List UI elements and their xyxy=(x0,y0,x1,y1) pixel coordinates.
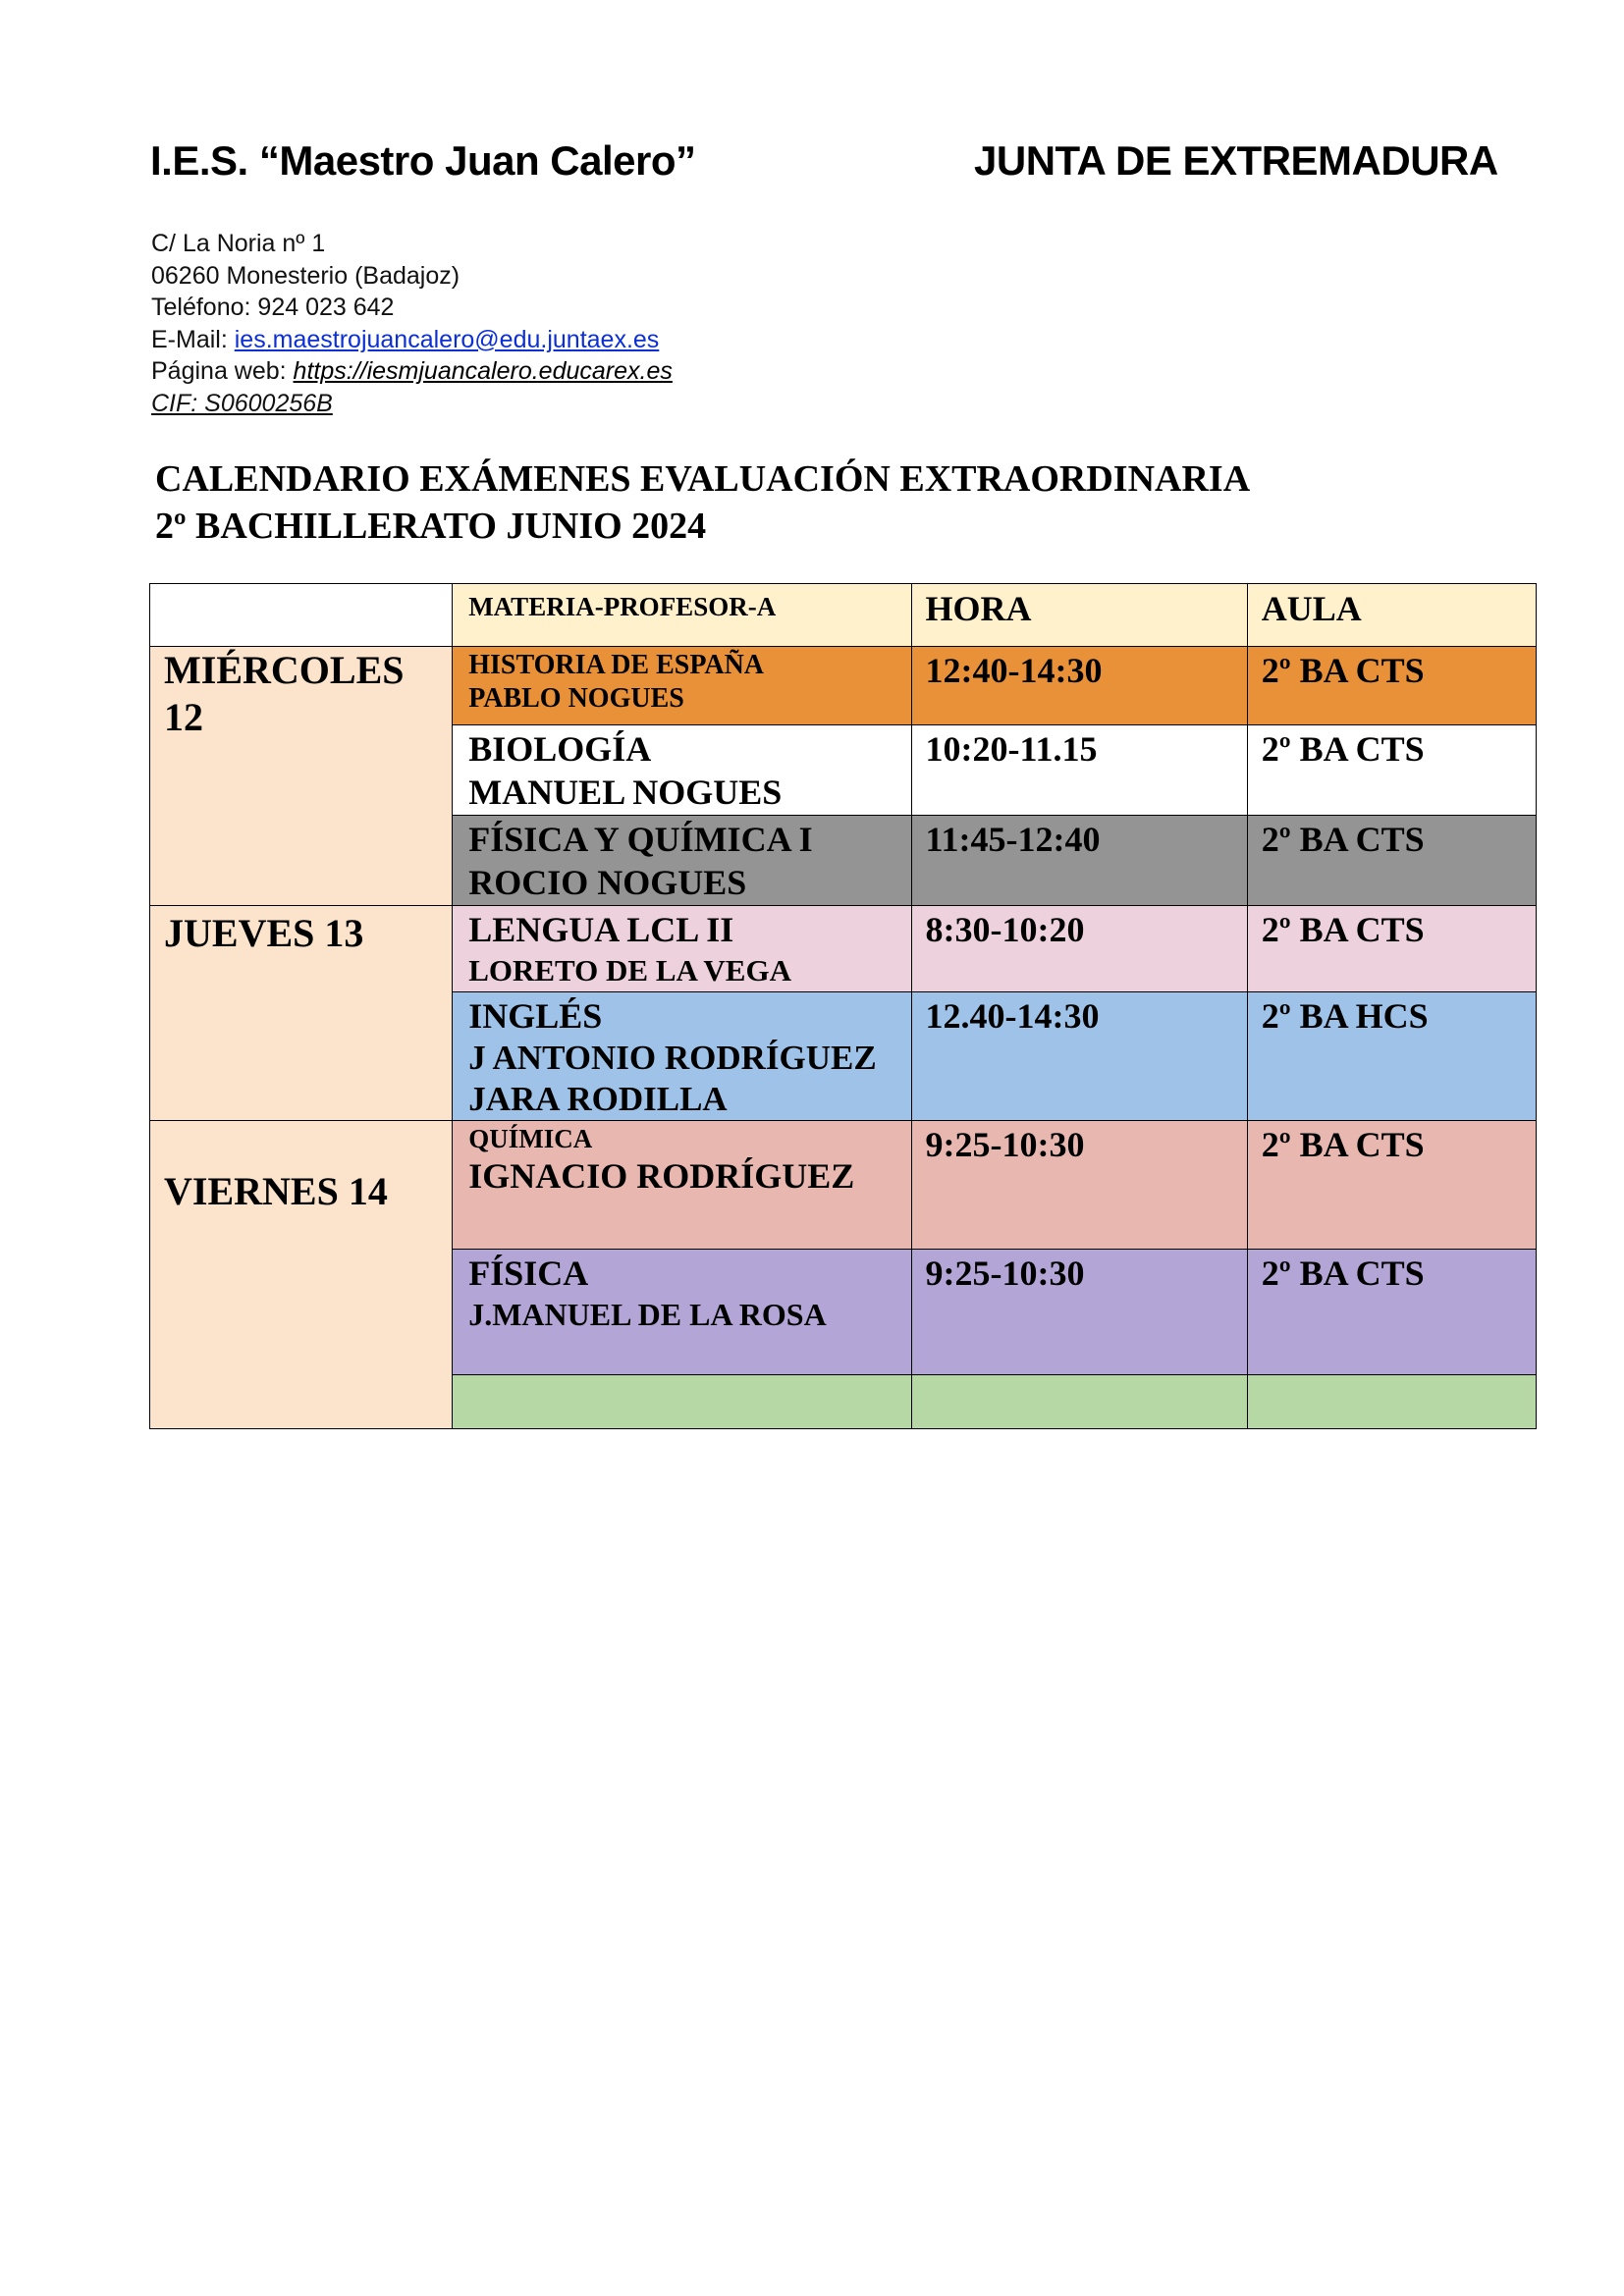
materia-cell xyxy=(453,1250,911,1375)
hora-value: 12:40-14:30 xyxy=(925,651,1103,690)
teacher: J.MANUEL DE LA ROSA xyxy=(468,1297,827,1332)
teacher-2: JARA RODILLA xyxy=(468,1080,728,1118)
hora-cell xyxy=(911,816,1247,906)
materia-cell xyxy=(453,816,911,906)
table-row xyxy=(150,906,1537,992)
hora-cell xyxy=(911,647,1247,725)
hora-cell xyxy=(911,1121,1247,1250)
address-cif: CIF: S0600256B xyxy=(151,389,333,417)
hora-value: 9:25-10:30 xyxy=(925,1125,1085,1164)
table-row xyxy=(150,1121,1537,1250)
address-street: C/ La Noria nº 1 xyxy=(151,230,326,257)
junta-name: JUNTA DE EXTREMADURA xyxy=(974,137,1498,184)
day-cell-miercoles xyxy=(150,647,453,906)
exam-schedule-table xyxy=(149,583,1537,1429)
teacher: PABLO NOGUES xyxy=(468,683,684,714)
materia-cell xyxy=(453,906,911,992)
title-line-2: 2º BACHILLERATO JUNIO 2024 xyxy=(155,506,707,547)
aula-value: 2º BA CTS xyxy=(1261,1125,1425,1164)
table-header-row xyxy=(150,584,1537,647)
materia-cell xyxy=(453,1375,911,1429)
document-title xyxy=(155,455,1250,550)
aula-cell xyxy=(1247,725,1536,816)
hora-cell xyxy=(911,1375,1247,1429)
address-phone: Teléfono: 924 023 642 xyxy=(151,294,395,321)
hora-cell xyxy=(911,725,1247,816)
hora-value: 11:45-12:40 xyxy=(925,820,1101,859)
aula-value: 2º BA CTS xyxy=(1261,910,1425,949)
aula-value: 2º BA CTS xyxy=(1261,1254,1425,1293)
aula-cell xyxy=(1247,816,1536,906)
materia-cell xyxy=(453,725,911,816)
web-link[interactable]: https://iesmjuancalero.educarex.es xyxy=(293,357,673,385)
subject: BIOLOGÍA xyxy=(468,729,652,769)
title-line-1: CALENDARIO EXÁMENES EVALUACIÓN EXTRAORDINARIA xyxy=(155,458,1251,500)
subject: QUÍMICA xyxy=(468,1124,593,1153)
hora-value: 12.40-14:30 xyxy=(925,996,1100,1036)
materia-cell xyxy=(453,992,911,1121)
aula-cell xyxy=(1247,647,1536,725)
day-label: VIERNES 14 xyxy=(164,1169,388,1213)
hora-value: 9:25-10:30 xyxy=(925,1254,1085,1293)
address-email-line xyxy=(151,324,673,356)
subject: FÍSICA xyxy=(468,1254,589,1293)
aula-cell xyxy=(1247,1121,1536,1250)
teacher: ROCIO NOGUES xyxy=(468,863,747,902)
subject: INGLÉS xyxy=(468,996,603,1036)
email-label: E-Mail: xyxy=(151,325,235,353)
aula-value: 2º BA CTS xyxy=(1261,651,1425,690)
aula-cell xyxy=(1247,906,1536,992)
header-materia: MATERIA-PROFESOR-A xyxy=(453,584,911,647)
teacher: J ANTONIO RODRÍGUEZ xyxy=(468,1039,877,1077)
address-web-line xyxy=(151,355,673,388)
header-aula: AULA xyxy=(1247,584,1536,647)
teacher: LORETO DE LA VEGA xyxy=(468,953,791,988)
address-city: 06260 Monesterio (Badajoz) xyxy=(151,261,460,290)
hora-value: 8:30-10:20 xyxy=(925,910,1085,949)
teacher: MANUEL NOGUES xyxy=(468,773,783,812)
header-day-cell xyxy=(150,584,453,647)
aula-value: 2º BA CTS xyxy=(1261,729,1425,769)
aula-cell xyxy=(1247,1250,1536,1375)
address-block xyxy=(151,228,673,419)
day-cell-jueves xyxy=(150,906,453,1121)
subject: FÍSICA Y QUÍMICA I xyxy=(468,820,813,859)
hora-cell xyxy=(911,906,1247,992)
school-name: I.E.S. “Maestro Juan Calero” xyxy=(150,137,696,184)
subject: LENGUA LCL II xyxy=(468,910,734,949)
day-number: 12 xyxy=(164,695,203,739)
hora-cell xyxy=(911,992,1247,1121)
materia-cell xyxy=(453,647,911,725)
email-link[interactable]: ies.maestrojuancalero@edu.juntaex.es xyxy=(234,325,660,353)
hora-cell xyxy=(911,1250,1247,1375)
header-hora: HORA xyxy=(911,584,1247,647)
day-label: JUEVES 13 xyxy=(164,911,364,955)
day-cell-viernes xyxy=(150,1121,453,1429)
web-label: Página web: xyxy=(151,357,294,385)
aula-value: 2º BA HCS xyxy=(1261,996,1429,1036)
aula-cell xyxy=(1247,1375,1536,1429)
day-label: MIÉRCOLES xyxy=(164,648,405,692)
subject: HISTORIA DE ESPAÑA xyxy=(468,650,765,680)
aula-value: 2º BA CTS xyxy=(1261,820,1425,859)
teacher: IGNACIO RODRÍGUEZ xyxy=(468,1156,855,1196)
hora-value: 10:20-11.15 xyxy=(925,729,1098,769)
table-row xyxy=(150,647,1537,725)
aula-cell xyxy=(1247,992,1536,1121)
materia-cell xyxy=(453,1121,911,1250)
